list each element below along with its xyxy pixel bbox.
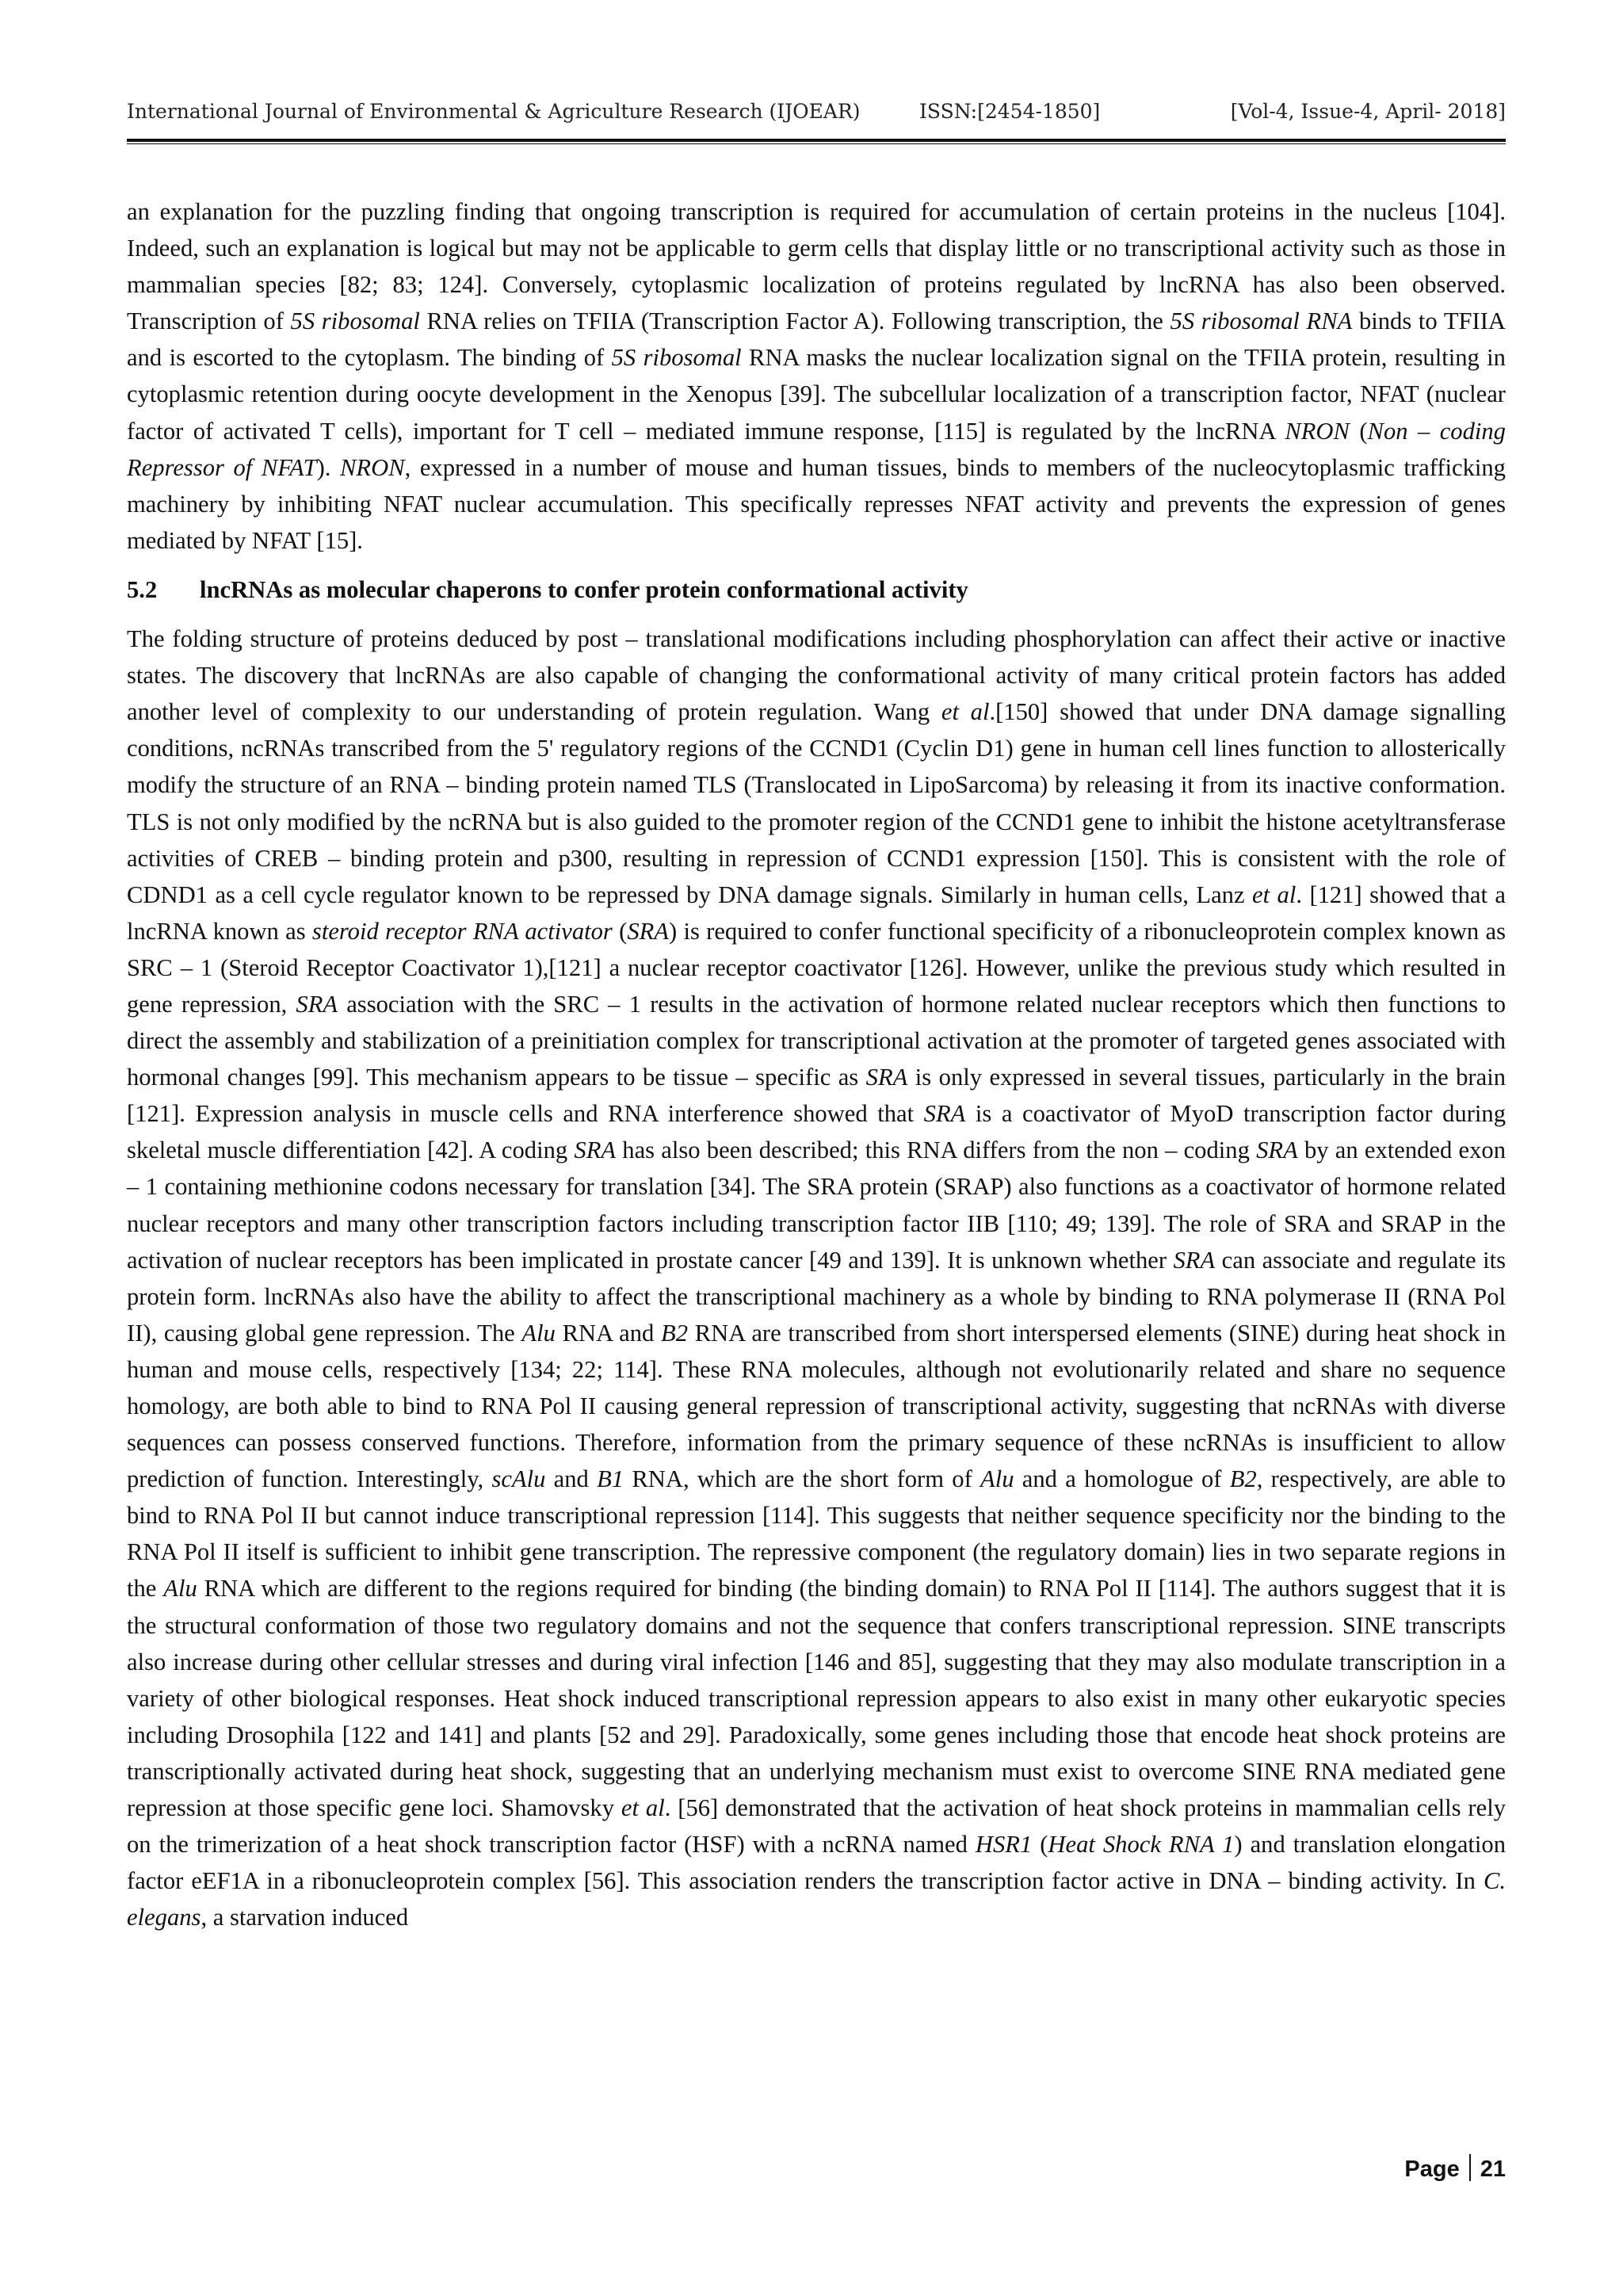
header-rule — [127, 139, 1506, 144]
journal-name: International Journal of Environmental & Agriculture Research (IJOEAR) — [127, 100, 861, 123]
section-number: 5.2 — [127, 575, 158, 603]
paragraph-continued: an explanation for the puzzling finding that ongoing transcription is required for accumulation of certain proteins in the nucleus [104]. Indeed, such an explanation is logical but may not be applicable to germ cells that display little or no transcriptional activity such as those in mammalian species [82; 83; 124]. Conversely, cytoplasmic localization of proteins regulated by lncRNA has also been observed. Transcription of 5S ribosomal RNA relies on TFIIA (Transcription Factor A). Following transcription, the 5S ribosomal RNA binds to TFIIA and is escorted to the cytoplasm. The binding of 5S ribosomal RNA masks the nuclear localization signal on the TFIIA protein, resulting in cytoplasmic retention during oocyte development in the Xenopus [39]. The subcellular localization of a transcription factor, NFAT (nuclear factor of activated T cells), important for T cell – mediated immune response, [115] is regulated by the lncRNA NRON (Non – coding Repressor of NFAT). NRON, expressed in a number of mouse and human tissues, binds to members of the nucleocytoplasmic trafficking machinery by inhibiting NFAT nuclear accumulation. This specifically represses NFAT activity and prevents the expression of genes mediated by NFAT [15]. — [127, 198, 1506, 554]
section-title: lncRNAs as molecular chaperons to confer protein conformational activity — [200, 575, 968, 603]
paragraph-main: The folding structure of proteins deduced by post – translational modifications including phosphorylation can affect their active or inactive states. The discovery that lncRNAs are also capable of changing the conformational activity of many critical protein factors has added another level of complexity to our understanding of protein regulation. Wang et al.[150] showed that under DNA damage signalling conditions, ncRNAs transcribed from the 5' regulatory regions of the CCND1 (Cyclin D1) gene in human cell lines function to allosterically modify the structure of an RNA – binding protein named TLS (Translocated in LipoSarcoma) by releasing it from its inactive conformation. TLS is not only modified by the ncRNA but is also guided to the promoter region of the CCND1 gene to inhibit the histone acetyltransferase activities of CREB – binding protein and p300, resulting in repression of CCND1 expression [150]. This is consistent with the role of CDND1 as a cell cycle regulator known to be repressed by DNA damage signals. Similarly in human cells, Lanz et al. [121] showed that a lncRNA known as steroid receptor RNA activator (SRA) is required to confer functional specificity of a ribonucleoprotein complex known as SRC – 1 (Steroid Receptor Coactivator 1),[121] a nuclear receptor coactivator [126]. However, unlike the previous study which resulted in gene repression, SRA association with the SRC – 1 results in the activation of hormone related nuclear receptors which then functions to direct the assembly and stabilization of a preinitiation complex for transcriptional activation at the promoter of targeted genes associated with hormonal changes [99]. This mechanism appears to be tissue – specific as SRA is only expressed in several tissues, particularly in the brain [121]. Expression analysis in muscle cells and RNA interference showed that SRA is a coactivator of MyoD transcription factor during skeletal muscle differentiation [42]. A coding SRA has also been described; this RNA differs from the non – coding SRA by an extended exon – 1 containing methionine codons necessary for translation [34]. The SRA protein (SRAP) also functions as a coactivator of hormone related nuclear receptors and many other transcription factors including transcription factor IIB [110; 49; 139]. The role of SRA and SRAP in the activation of nuclear receptors has been implicated in prostate cancer [49 and 139]. It is unknown whether SRA can associate and regulate its protein form. lncRNAs also have the ability to affect the transcriptional machinery as a whole by binding to RNA polymerase II (RNA Pol II), causing global gene repression. The Alu RNA and B2 RNA are transcribed from short interspersed elements (SINE) during heat shock in human and mouse cells, respectively [134; 22; 114]. These RNA molecules, although not evolutionarily related and share no sequence homology, are both able to bind to RNA Pol II causing general repression of transcriptional activity, suggesting that ncRNAs with diverse sequences can possess conserved functions. Therefore, information from the primary sequence of these ncRNAs is insufficient to allow prediction of function. Interestingly, scAlu and B1 RNA, which are the short form of Alu and a homologue of B2, respectively, are able to bind to RNA Pol II but cannot induce transcriptional repression [114]. This suggests that neither sequence specificity nor the binding to the RNA Pol II itself is sufficient to inhibit gene transcription. The repressive component (the regulatory domain) lies in two separate regions in the Alu RNA which are different to the regions required for binding (the binding domain) to RNA Pol II [114]. The authors suggest that it is the structural conformation of those two regulatory domains and not the sequence that confers transcriptional repression. SINE transcripts also increase during other cellular stresses and during viral infection [146 and 85], suggesting that they may also modulate transcription in a variety of other biological responses. Heat shock induced transcriptional repression appears to also exist in many other eukaryotic species including Drosophila [122 and 141] and plants [52 and 29]. Paradoxically, some genes including those that encode heat shock proteins are transcriptionally activated during heat shock, suggesting that an underlying mechanism must exist to overcome SINE RNA mediated gene repression at those specific gene loci. Shamovsky et al. [56] demonstrated that the activation of heat shock proteins in mammalian cells rely on the trimerization of a heat shock transcription factor (HSF) with a ncRNA named HSR1 (Heat Shock RNA 1) and translation elongation factor eEF1A in a ribonucleoprotein complex [56]. This association renders the transcription factor active in DNA – binding activity. In C. elegans, a starvation induced — [127, 625, 1507, 1931]
page-footer — [1404, 2154, 1506, 2183]
issn: ISSN:[2454-1850] — [919, 100, 1101, 123]
article-body — [127, 193, 1506, 1935]
running-header — [127, 100, 1506, 135]
page-number: 21 — [1480, 2157, 1506, 2182]
footer-divider — [1469, 2154, 1471, 2181]
volume-issue: [Vol-4, Issue-4, April- 2018] — [1230, 100, 1506, 123]
page-label: Page — [1404, 2157, 1460, 2182]
section-heading — [127, 571, 1506, 608]
